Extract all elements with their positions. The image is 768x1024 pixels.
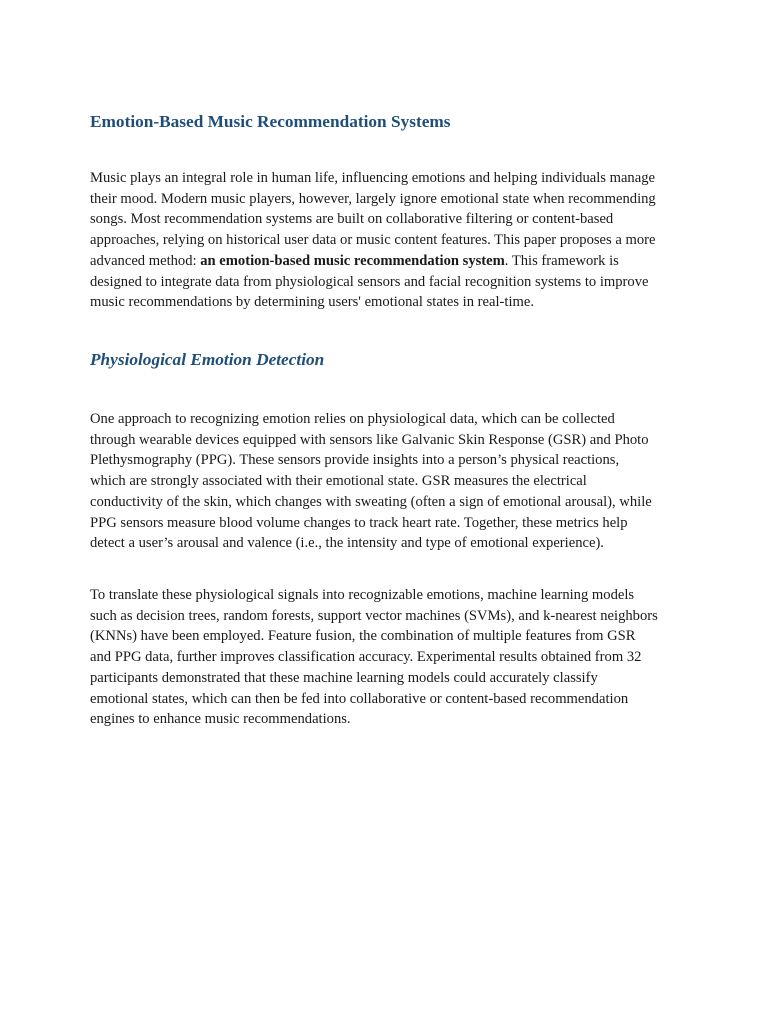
paragraph-line: participants demonstrated that these machine learning models could accurately classify	[90, 669, 598, 686]
emphasized-method: an emotion-based music recommendation system	[200, 252, 505, 269]
intro-line: designed to integrate data from physiological sensors and facial recognition systems to improve	[90, 273, 649, 290]
paragraph-line: (KNNs) have been employed. Feature fusion, the combination of multiple features from GSR	[90, 628, 636, 645]
section-heading: Physiological Emotion Detection	[90, 350, 325, 369]
paragraph-line: emotional states, which can then be fed into collaborative or content-based recommendation	[90, 690, 629, 707]
intro-line: their mood. Modern music players, however, largely ignore emotional state when recommending	[90, 190, 656, 207]
paragraph-line: such as decision trees, random forests, support vector machines (SVMs), and k-nearest neighbors	[90, 607, 658, 624]
physiological-paragraph-2	[90, 585, 680, 730]
intro-line: music recommendations by determining users' emotional states in real-time.	[90, 294, 534, 311]
intro-line: Music plays an integral role in human life, influencing emotions and helping individuals manage	[90, 170, 655, 186]
document-title: Emotion-Based Music Recommendation Systems	[90, 112, 451, 131]
paragraph-line: through wearable devices equipped with sensors like Galvanic Skin Response (GSR) and Photo	[90, 431, 649, 448]
paragraph-line: One approach to recognizing emotion relies on physiological data, which can be collected	[90, 411, 615, 427]
intro-text: advanced method:	[90, 252, 201, 269]
paragraph-line: PPG sensors measure blood volume changes to track heart rate. Together, these metrics help	[90, 514, 628, 531]
paragraph-line: To translate these physiological signals into recognizable emotions, machine learning models	[90, 587, 635, 603]
intro-line-with-emphasis	[90, 251, 680, 272]
paragraph-line: detect a user’s arousal and valence (i.e., the intensity and type of emotional experience).	[90, 535, 604, 552]
intro-paragraph	[90, 168, 680, 313]
intro-line: approaches, relying on historical user data or music content features. This paper proposes a more	[90, 232, 656, 249]
physiological-paragraph-1	[90, 409, 680, 554]
paragraph-line: Plethysmography (PPG). These sensors provide insights into a person’s physical reactions,	[90, 452, 620, 469]
paragraph-line: conductivity of the skin, which changes with sweating (often a sign of emotional arousal), while	[90, 493, 652, 510]
paragraph-line: engines to enhance music recommendations.	[90, 711, 351, 728]
paragraph-line: which are strongly associated with their emotional state. GSR measures the electrical	[90, 473, 587, 490]
intro-text: . This framework is	[504, 252, 619, 269]
intro-line: songs. Most recommendation systems are built on collaborative filtering or content-based	[90, 211, 614, 228]
paragraph-line: and PPG data, further improves classification accuracy. Experimental results obtained from 32	[90, 649, 642, 666]
